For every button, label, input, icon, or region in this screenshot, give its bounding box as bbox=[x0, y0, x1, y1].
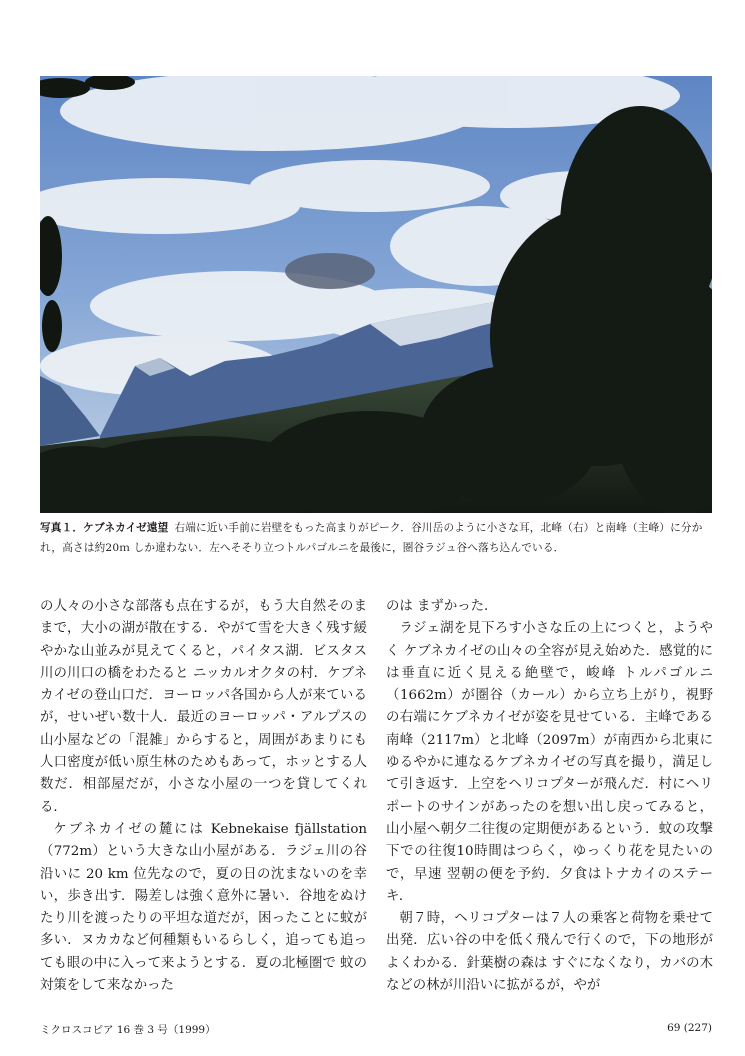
paragraph: のは まずかった． bbox=[386, 599, 498, 614]
paragraph: 朝７時，ヘリコプターは７人の乗客と荷物を乗せて出発．広い谷の中を低く飛んで行くので，下の地形がよくわかる．針葉樹の森は すぐになくなり，カバの木などの林が川沿いに拡がるが，やが bbox=[386, 911, 713, 994]
caption-text: 右端に近い手前に岩壁をもった高まりがピーク．谷川岳のように小さな耳，北峰（右）と南峰（主峰）に分かれ，高さは約20ｍ しか違わない．左へそそり立つトルパゴルニを最後に，圏谷ラジュ谷へ落ち込んでいる． bbox=[40, 522, 703, 554]
journal-footer: ミクロスコピア 16 巻 3 号（1999） bbox=[40, 1024, 216, 1036]
mountain-photo bbox=[40, 76, 712, 513]
paragraph: ラジェ湖を見下ろす小さな丘の上につくと，ようやく ケブネカイゼの山々の全容が見え始めた．感覚的には垂直に近く見える絶壁で，峻峰 トルパゴルニ（1662m）が圏谷（カール）から立ち上がり，視野の右端にケブネカイゼが姿を見せている．主峰である南峰（2117m）と北峰（2097m）が南西から北東にゆるやかに連なるケブネカイゼの写真を撮り，満足して引き返す．上空をヘリコプターが飛んだ．村にヘリポートのサインがあったのを想い出し戻ってみると，山小屋へ朝夕二往復の定期便があるという．蚊の攻撃下での往復10時間はつらく，ゆっくり花を見たいので，早速 翌朝の便を予約．夕食はトナカイのステーキ． bbox=[386, 621, 713, 904]
photo-caption bbox=[40, 518, 712, 558]
body-column-right bbox=[386, 596, 713, 997]
page-number: 69 (227) bbox=[667, 1022, 712, 1034]
body-column-left bbox=[40, 596, 367, 997]
paragraph: ケブネカイゼの麓には Kebnekaise fjällstation（772m）という大きな山小屋がある．ラジェ川の谷沿いに 20 km 位先なので，夏の日の沈まないのを幸い，歩き出す．陽差しは強く意外に暑い．谷地をぬけたり川を渡ったりの平坦な道だが，困ったことに蚊が多い．ヌカカなど何種類もいるらしく，追っても追っても眼の中に入って来ようとする．夏の北極圏で 蚊の対策をして来なかった bbox=[40, 821, 367, 994]
caption-lead: 写真１．ケブネカイゼ遠望 bbox=[40, 522, 169, 534]
paragraph: の人々の小さな部落も点在するが，もう大自然そのままで，大小の湖が散在する．やがて雪を大きく残す緩やかな山並みが見えてくると，パイタス湖．ビスタス川の川口の橋をわたると ニッカルオクタの村．ケブネカイゼの登山口だ．ヨーロッパ各国から人が来ているが，せいぜい数十人．最近のヨーロッパ・アルプスの山小屋などの「混雑」からすると，周囲があまりにも人口密度が低い原生林のためもあって，ホッとする人数だ．相部屋だが，小さな小屋の一つを貸してくれる． bbox=[40, 599, 367, 815]
